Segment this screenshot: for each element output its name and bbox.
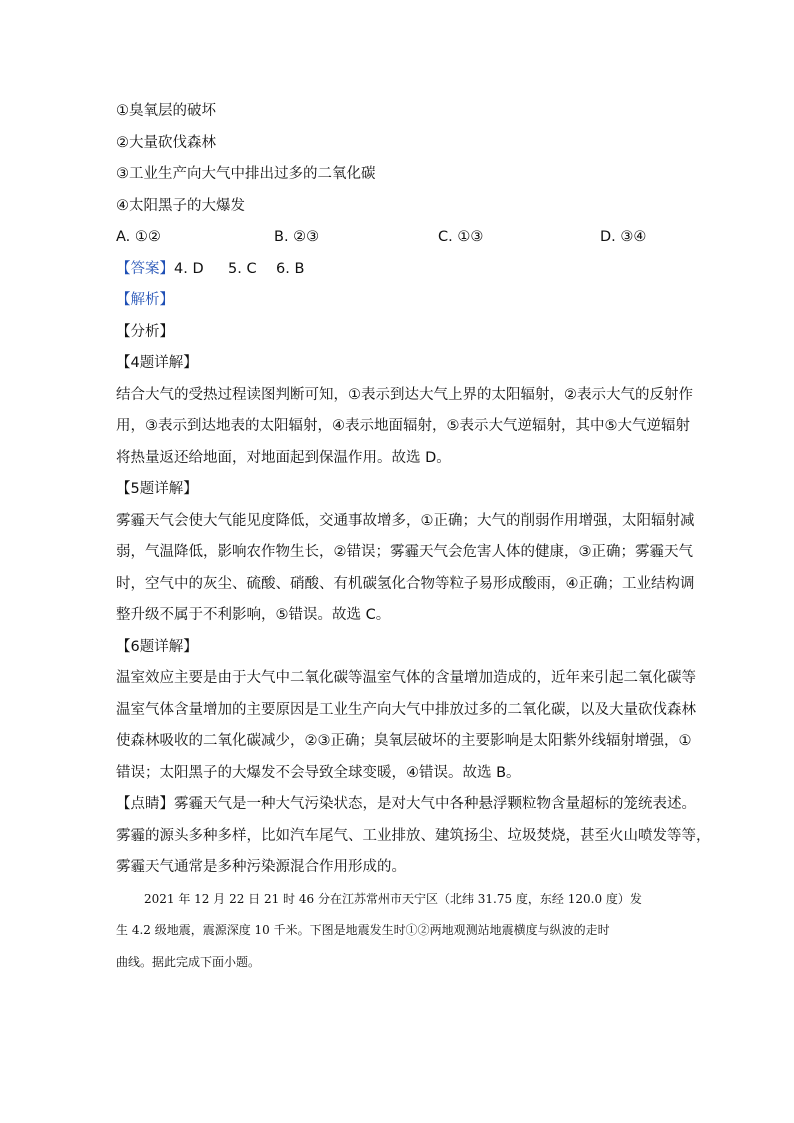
detail-4-line: 将热量返还给地面，对地面起到保温作用。故选 D。 [116,449,451,466]
answer-tag: 【答案】 [116,260,174,277]
next-question-stem [116,884,696,979]
detail-5-line: 弱，气温降低，影响农作物生长，②错误；雾霾天气会危害人体的健康，③正确；雾霾天气 [116,544,693,560]
detail-5-text [116,506,696,632]
analysis-tag: 【解析】 [116,292,174,308]
item-3: ③工业生产向大气中排出过多的二氧化碳 [116,166,376,182]
answer-line [116,254,696,286]
dianjing-tag: 【点睛】 [116,796,174,812]
detail-4-tag: 【4题详解】 [116,355,198,371]
detail-4-line: 结合大气的受热过程读图判断可知，①表示到达大气上界的太阳辐射，②表示大气的反射作 [116,386,693,403]
detail-5-line: 整升级不属于不利影响，⑤错误。故选 C。 [116,607,391,623]
dianjing-line: 雾霾天气通常是多种污染源混合作用形成的。 [116,859,406,875]
detail-5-tag: 【5题详解】 [116,481,198,497]
detail-5-line: 时，空气中的灰尘、硫酸、硝酸、有机碳氢化合物等粒子易形成酸雨，④正确；工业结构调 [116,575,695,592]
detail-6-line: 错误；太阳黑子的大爆发不会导致全球变暖，④错误。故选 B。 [116,764,521,781]
detail-5-line: 雾霾天气会使大气能见度降低，交通事故增多，①正确；大气的削弱作用增强，太阳辐射减 [116,512,695,529]
detail-6-line: 使森林吸收的二氧化碳减少，②③正确；臭氧层破坏的主要影响是太阳紫外线辐射增强，① [116,733,692,749]
item-4: ④太阳黑子的大爆发 [116,197,245,214]
dianjing-text [116,789,711,884]
detail-6-text [116,663,696,789]
stem-line: 2021 年 12 月 22 日 21 时 46 分在江苏常州市天宁区（北纬 31.75 度，东经 120.0 度）发 [144,891,642,906]
dianjing-line: 雾霾的源头多种多样，比如汽车尾气、工业排放、建筑扬尘、垃圾焚烧，甚至火山喷发等等， [116,827,711,844]
option-b: B. ②③ [274,229,320,245]
stem-line: 曲线。据此完成下面小题。 [116,954,261,969]
detail-6-tag: 【6题详解】 [116,638,198,655]
option-a: A. ①② [116,229,161,245]
option-c: C. ①③ [438,229,484,245]
answer-options [116,222,696,254]
item-2: ②大量砍伐森林 [116,134,216,151]
option-d: D. ③④ [600,229,647,245]
detail-6-line: 温室效应主要是由于大气中二氧化碳等温室气体的含量增加造成的，近年来引起二氧化碳等 [116,670,696,686]
dianjing-line-1 [116,789,696,821]
answer-6: 6. B [276,260,305,277]
document-page [116,96,711,978]
item-1: ①臭氧层的破坏 [116,103,216,119]
detail-4-text [116,380,696,475]
question-items [116,96,696,222]
detail-6-line: 温室气体含量增加的主要原因是工业生产向大气中排放过多的二氧化碳，以及大量砍伐森林 [116,701,696,718]
fenxi-tag: 【分析】 [116,323,174,340]
answer-5: 5. C [228,260,257,277]
dianjing-line: 雾霾天气是一种大气污染状态，是对大气中各种悬浮颗粒物含量超标的笼统表述。 [174,796,696,812]
detail-4-line: 用，③表示到达地表的太阳辐射，④表示地面辐射，⑤表示大气逆辐射，其中⑤大气逆辐射 [116,418,690,434]
stem-line: 生 4.2 级地震，震源深度 10 千米。下图是地震发生时①②两地观测站地震横度与纵波的走时 [116,923,610,937]
answer-4: 4. D [174,260,204,277]
